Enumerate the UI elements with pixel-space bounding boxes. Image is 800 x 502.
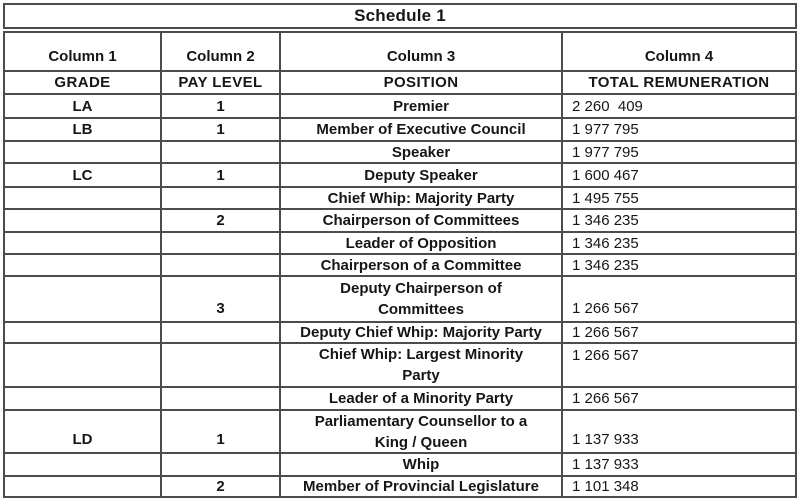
position-cell: Member of Executive Council xyxy=(281,119,561,140)
pay-level-cell xyxy=(162,323,279,342)
grade-cell xyxy=(5,344,160,386)
pay-level-cell: 1 xyxy=(162,95,279,117)
pay-level-cell: 1 xyxy=(162,164,279,186)
grade-cell: LA xyxy=(5,95,160,117)
position-cell: Chief Whip: Majority Party xyxy=(281,188,561,208)
remuneration-cell: 1 266 567 xyxy=(563,344,795,386)
remuneration-cell: 1 101 348 xyxy=(563,477,795,496)
position-cell xyxy=(281,277,561,321)
field-header-cell: POSITION xyxy=(281,72,561,93)
position-line: Party xyxy=(402,367,440,384)
column-header-cell: Column 2 xyxy=(162,33,279,70)
field-header-cell: PAY LEVEL xyxy=(162,72,279,93)
grade-cell xyxy=(5,188,160,208)
position-cell: Leader of a Minority Party xyxy=(281,388,561,409)
pay-level-cell xyxy=(162,388,279,409)
position-cell: Speaker xyxy=(281,142,561,162)
pay-level-cell: 2 xyxy=(162,477,279,496)
remuneration-cell: 1 137 933 xyxy=(563,411,795,452)
grade-cell xyxy=(5,277,160,321)
remuneration-cell: 1 600 467 xyxy=(563,164,795,186)
grade-cell xyxy=(5,233,160,253)
schedule-title-box xyxy=(3,3,797,29)
remuneration-table xyxy=(3,31,797,498)
pay-level-cell: 2 xyxy=(162,210,279,231)
position-cell xyxy=(281,411,561,452)
remuneration-cell: 1 137 933 xyxy=(563,454,795,475)
remuneration-cell: 1 346 235 xyxy=(563,255,795,275)
pay-level-cell xyxy=(162,255,279,275)
grade-cell xyxy=(5,477,160,496)
pay-level-cell: 1 xyxy=(162,411,279,452)
pay-level-cell xyxy=(162,233,279,253)
column-header-cell: Column 1 xyxy=(5,33,160,70)
field-header-cell: TOTAL REMUNERATION xyxy=(563,72,795,93)
position-line: Parliamentary Counsellor to a xyxy=(314,412,528,430)
grade-cell: LB xyxy=(5,119,160,140)
pay-level-cell xyxy=(162,454,279,475)
pay-level-cell: 1 xyxy=(162,119,279,140)
position-line: Deputy Chairperson of xyxy=(340,280,502,297)
position-cell: Chairperson of Committees xyxy=(281,210,561,231)
position-cell: Member of Provincial Legislature xyxy=(281,477,561,496)
remuneration-cell: 1 266 567 xyxy=(563,277,795,321)
position-cell: Leader of Opposition xyxy=(281,233,561,253)
remuneration-cell: 1 977 795 xyxy=(563,119,795,140)
page-title: Schedule 1 xyxy=(354,6,446,25)
remuneration-cell: 1 977 795 xyxy=(563,142,795,162)
position-cell: Premier xyxy=(281,95,561,117)
pay-level-cell xyxy=(162,188,279,208)
grade-cell: LD xyxy=(5,411,160,452)
pay-level-cell xyxy=(162,142,279,162)
position-cell: Deputy Chief Whip: Majority Party xyxy=(281,323,561,342)
remuneration-cell: 1 266 567 xyxy=(563,388,795,409)
remuneration-cell: 2 260 409 xyxy=(563,95,795,117)
grade-cell xyxy=(5,454,160,475)
remuneration-cell: 1 495 755 xyxy=(563,188,795,208)
position-cell: Whip xyxy=(281,454,561,475)
grade-cell xyxy=(5,210,160,231)
remuneration-cell: 1 266 567 xyxy=(563,323,795,342)
pay-level-cell: 3 xyxy=(162,277,279,321)
grade-cell xyxy=(5,323,160,342)
position-cell xyxy=(281,344,561,386)
position-line: Committees xyxy=(378,301,464,318)
grade-cell xyxy=(5,142,160,162)
pay-level-cell xyxy=(162,344,279,386)
column-header-cell: Column 4 xyxy=(563,33,795,70)
remuneration-cell: 1 346 235 xyxy=(563,210,795,231)
position-line: King / Queen xyxy=(374,433,468,451)
grade-cell xyxy=(5,388,160,409)
position-cell: Chairperson of a Committee xyxy=(281,255,561,275)
column-header-cell: Column 3 xyxy=(281,33,561,70)
position-cell: Deputy Speaker xyxy=(281,164,561,186)
grade-cell xyxy=(5,255,160,275)
position-line: Chief Whip: Largest Minority xyxy=(318,346,524,363)
remuneration-cell: 1 346 235 xyxy=(563,233,795,253)
field-header-cell: GRADE xyxy=(5,72,160,93)
grade-cell: LC xyxy=(5,164,160,186)
